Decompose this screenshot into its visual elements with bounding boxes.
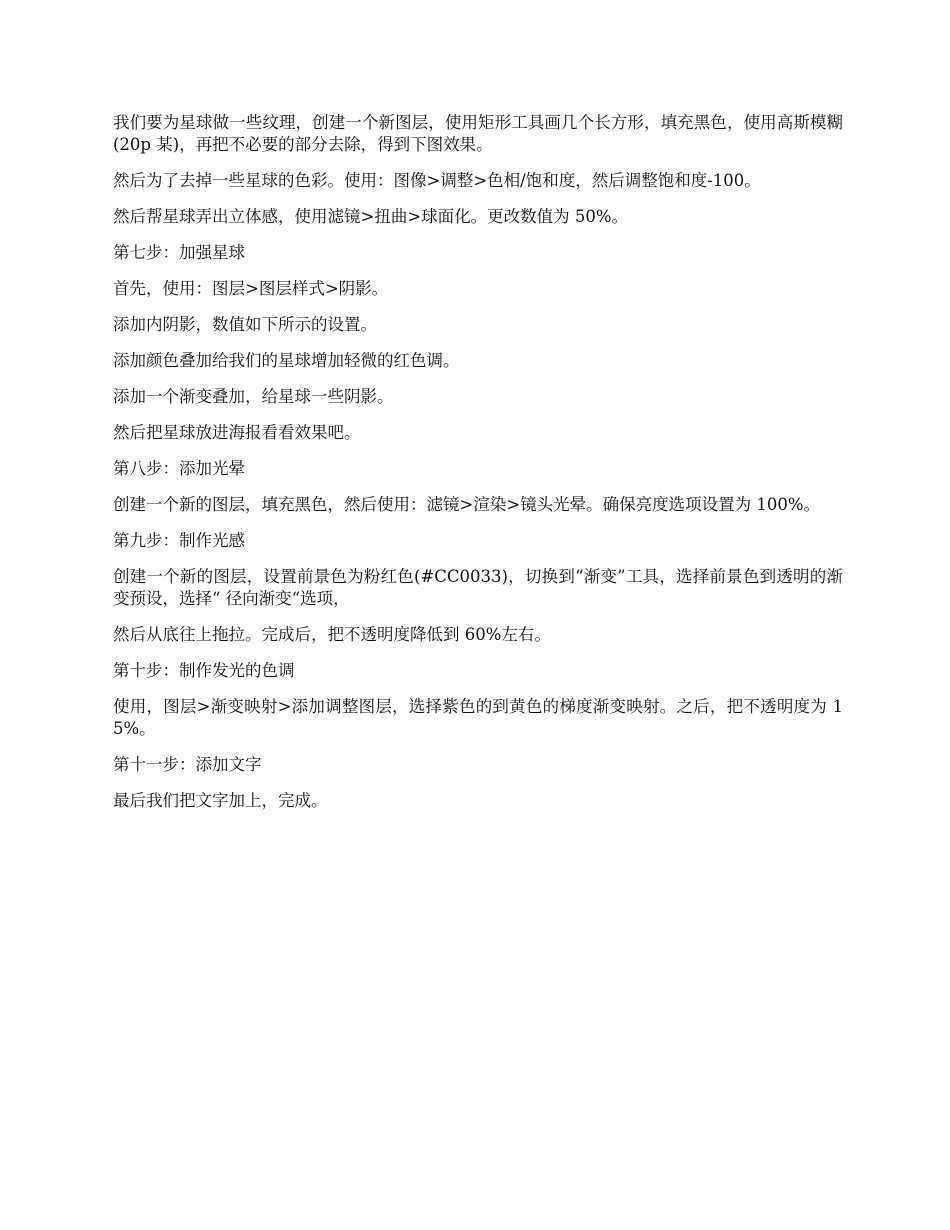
paragraph-color-overlay: 添加颜色叠加给我们的星球增加轻微的红色调。	[113, 351, 460, 370]
paragraph-lens-flare: 创建一个新的图层，填充黑色，然后使用：滤镜>渲染>镜头光晕。确保亮度选项设置为 100%。	[113, 495, 821, 514]
step-heading-11: 第十一步：添加文字	[113, 755, 262, 774]
paragraph-add-text: 最后我们把文字加上，完成。	[113, 791, 328, 810]
paragraph-inner-shadow: 添加内阴影，数值如下所示的设置。	[113, 315, 377, 334]
paragraph-drop-shadow: 首先，使用：图层>图层样式>阴影。	[113, 279, 389, 298]
paragraph-drag-opacity: 然后从底往上拖拉。完成后，把不透明度降低到 60%左右。	[113, 625, 551, 644]
paragraph-texture: 我们要为星球做一些纹理，创建一个新图层，使用矩形工具画几个长方形，填充黑色，使用高斯模糊(20p 某)，再把不必要的部分去除，得到下图效果。	[113, 113, 843, 154]
paragraph-radial-gradient: 创建一个新的图层，设置前景色为粉红色(#CC0033)，切换到“渐变”工具，选择前景色到透明的渐变预设，选择“ 径向渐变“选项，	[113, 567, 843, 608]
paragraph-gradient-map: 使用，图层>渐变映射>添加调整图层，选择紫色的到黄色的梯度渐变映射。之后，把不透明度为 15%。	[113, 697, 843, 738]
paragraph-place-in-poster: 然后把星球放进海报看看效果吧。	[113, 423, 361, 442]
paragraph-desaturate: 然后为了去掉一些星球的色彩。使用：图像>调整>色相/饱和度，然后调整饱和度-100。	[113, 171, 761, 190]
document-body	[113, 112, 843, 826]
step-heading-8: 第八步：添加光晕	[113, 459, 245, 478]
step-heading-10: 第十步：制作发光的色调	[113, 661, 295, 680]
paragraph-gradient-overlay: 添加一个渐变叠加，给星球一些阴影。	[113, 387, 394, 406]
paragraph-spherize: 然后帮星球弄出立体感，使用滤镜>扭曲>球面化。更改数值为 50%。	[113, 207, 629, 226]
step-heading-7: 第七步：加强星球	[113, 243, 245, 262]
step-heading-9: 第九步：制作光感	[113, 531, 245, 550]
